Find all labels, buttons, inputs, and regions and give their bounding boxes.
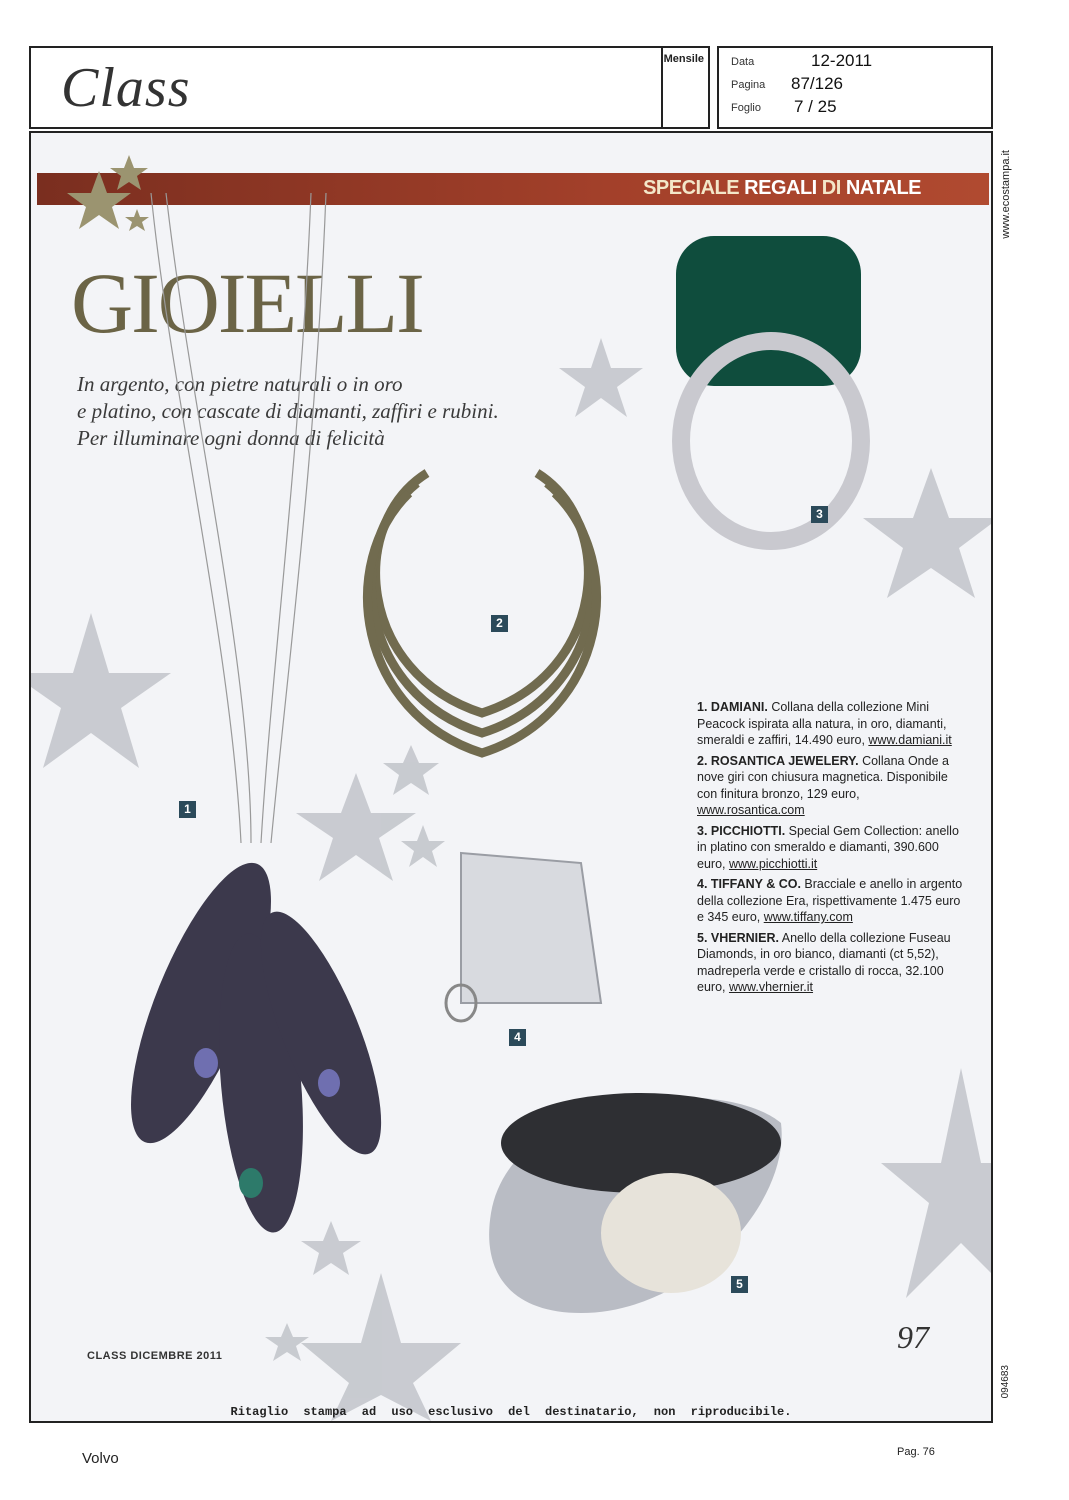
item-badge: 5 — [731, 1276, 748, 1293]
document-page: Pag. 76 — [897, 1446, 935, 1458]
star-shape — [301, 1273, 461, 1421]
meta-label-sheet: Foglio — [731, 102, 761, 114]
meta-value-sheet: 7 / 25 — [794, 97, 837, 116]
caption-item: 3. PICCHIOTTI. Special Gem Collection: anello in platino con smeraldo e diamanti, 390.600 euro, www.picchiotti.it — [697, 823, 959, 871]
item-badge: 2 — [491, 615, 508, 632]
caption-item: 2. ROSANTICA JEWELERY. Collana Onde a nove giri con chiusura magnetica. Disponibile con finitura bronzo, 129 euro, www.rosantica.com — [697, 753, 949, 817]
meta-label-page: Pagina — [731, 79, 766, 91]
meta-value-page: 87/126 — [791, 74, 843, 93]
caption-item: 5. VHERNIER. Anello della collezione Fuseau Diamonds, in oro bianco, diamanti (ct 5,52), madreperla verde e cristallo di rocca, 32.100 euro, www.vhernier.it — [697, 930, 951, 994]
meta-label-date: Data — [731, 56, 755, 68]
item-badge: 1 — [179, 801, 196, 818]
star-shape — [863, 468, 991, 598]
emerald-ring-image — [661, 221, 881, 561]
lede-line: Per illuminare ogni donna di felicità — [77, 426, 385, 450]
star-shape — [881, 1068, 991, 1298]
issue-label: CLASS DICEMBRE 2011 — [87, 1350, 223, 1362]
article-title: GIOIELLI — [71, 255, 423, 351]
publication-logo: Class — [61, 57, 191, 119]
article-clipping — [29, 131, 993, 1423]
meta-box — [717, 46, 993, 129]
frequency-label: Mensile — [663, 53, 704, 65]
page-number: 97 — [897, 1319, 929, 1355]
lede-line: e platino, con cascate di diamanti, zaffiri e rubini. — [77, 399, 499, 423]
section-title: SPECIALE REGALI DI NATALE — [643, 177, 921, 199]
side-code: 094683 — [1000, 1365, 1011, 1399]
product-captions — [697, 699, 967, 1000]
silver-cuff-image — [431, 843, 611, 1023]
lede-line: In argento, con pietre naturali o in oro — [77, 372, 403, 396]
item-badge: 3 — [811, 506, 828, 523]
caption-item: 1. DAMIANI. Collana della collezione Mini Peacock ispirata alla natura, in oro, diamanti, smeraldi e zaffiri, 14.490 euro, www.damiani.it — [697, 700, 952, 747]
client-name: Volvo — [82, 1450, 119, 1467]
bronze-wave-necklace-image — [347, 463, 617, 763]
masthead-box — [29, 46, 710, 129]
reproduction-notice: Ritaglio stampa ad uso esclusivo del destinatario, non riproducibile. — [230, 1405, 792, 1419]
side-url: www.ecostampa.it — [1000, 150, 1012, 239]
item-badge: 4 — [509, 1029, 526, 1046]
meta-value-date: 12-2011 — [811, 51, 873, 70]
star-shape — [265, 1323, 309, 1361]
caption-item: 4. TIFFANY & CO. Bracciale e anello in argento della collezione Era, rispettivamente 1.475 euro e 345 euro, www.tiffany.com — [697, 877, 963, 924]
